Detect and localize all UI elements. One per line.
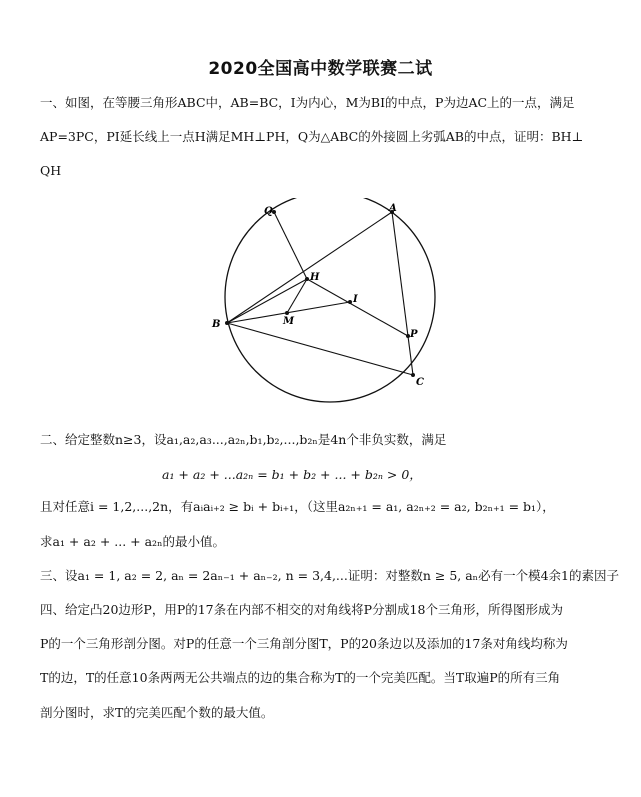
problem-2-line-3: 求a₁ + a₂ + ... + a₂ₙ的最小值。 <box>40 534 225 549</box>
point-c <box>411 373 415 377</box>
point-b <box>225 321 229 325</box>
label-i: I <box>353 294 358 305</box>
problem-4-line-3: T的边，T的任意10条两两无公共端点的边的集合称为T的一个完美匹配。当T取遍P的所有三角 <box>40 670 561 685</box>
segment-bc <box>227 323 413 375</box>
segment-ac <box>392 212 413 375</box>
label-c: C <box>416 377 424 388</box>
label-q: Q <box>264 206 273 217</box>
point-h <box>305 277 309 281</box>
problem-2-line-2: 且对任意i = 1,2,...,2n，有aᵢaᵢ₊₂ ≥ bᵢ + bᵢ₊₁，（这里a₂ₙ₊₁ = a₁, a₂ₙ₊₂ = a₂, b₂ₙ₊₁ = b₁）， <box>40 499 555 514</box>
label-a: A <box>389 203 397 214</box>
segment-ba <box>227 212 392 323</box>
problem-3-line-1: 三、设a₁ = 1, a₂ = 2, aₙ = 2aₙ₋₁ + aₙ₋₂, n = 3,4,...证明：对整数n ≥ 5, aₙ必有一个模4余1的素因子 <box>40 568 619 583</box>
problem-1-line-2: AP=3PC，PI延长线上一点H满足MH⊥PH，Q为△ABC的外接圆上劣弧AB的中点，证明：BH⊥ <box>40 129 584 144</box>
segment-qh <box>274 212 307 279</box>
label-b: B <box>212 319 221 330</box>
point-i <box>348 300 352 304</box>
problem-4-line-4: 剖分图时，求T的完美匹配个数的最大值。 <box>40 705 274 720</box>
geometry-figure <box>205 198 465 428</box>
problem-4-line-1: 四、给定凸20边形P，用P的17条在内部不相交的对角线将P分割成18个三角形，所得图形成为 <box>40 602 563 617</box>
label-p: P <box>410 329 418 340</box>
problem-2-line-1: 二、给定整数n≥3，设a₁,a₂,a₃...,a₂ₙ,b₁,b₂,...,b₂ₙ是4n个非负实数，满足 <box>40 432 447 447</box>
segment-hp <box>307 279 408 336</box>
problem-1-line-1: 一、如图，在等腰三角形ABC中，AB=BC，I为内心，M为BI的中点，P为边AC上的一点，满足 <box>40 95 575 110</box>
problem-1-line-3: QH <box>40 163 62 178</box>
page-title: 2020全国高中数学联赛二试 <box>208 59 433 79</box>
label-h: H <box>310 272 320 283</box>
problem-4-line-2: P的一个三角形剖分图。对P的任意一个三角剖分图T，P的20条边以及添加的17条对角线均称为 <box>40 636 568 651</box>
label-m: M <box>283 316 295 327</box>
problem-2-formula: a₁ + a₂ + ...a₂ₙ = b₁ + b₂ + ... + b₂ₙ > 0， <box>162 467 422 482</box>
point-m <box>285 311 289 315</box>
